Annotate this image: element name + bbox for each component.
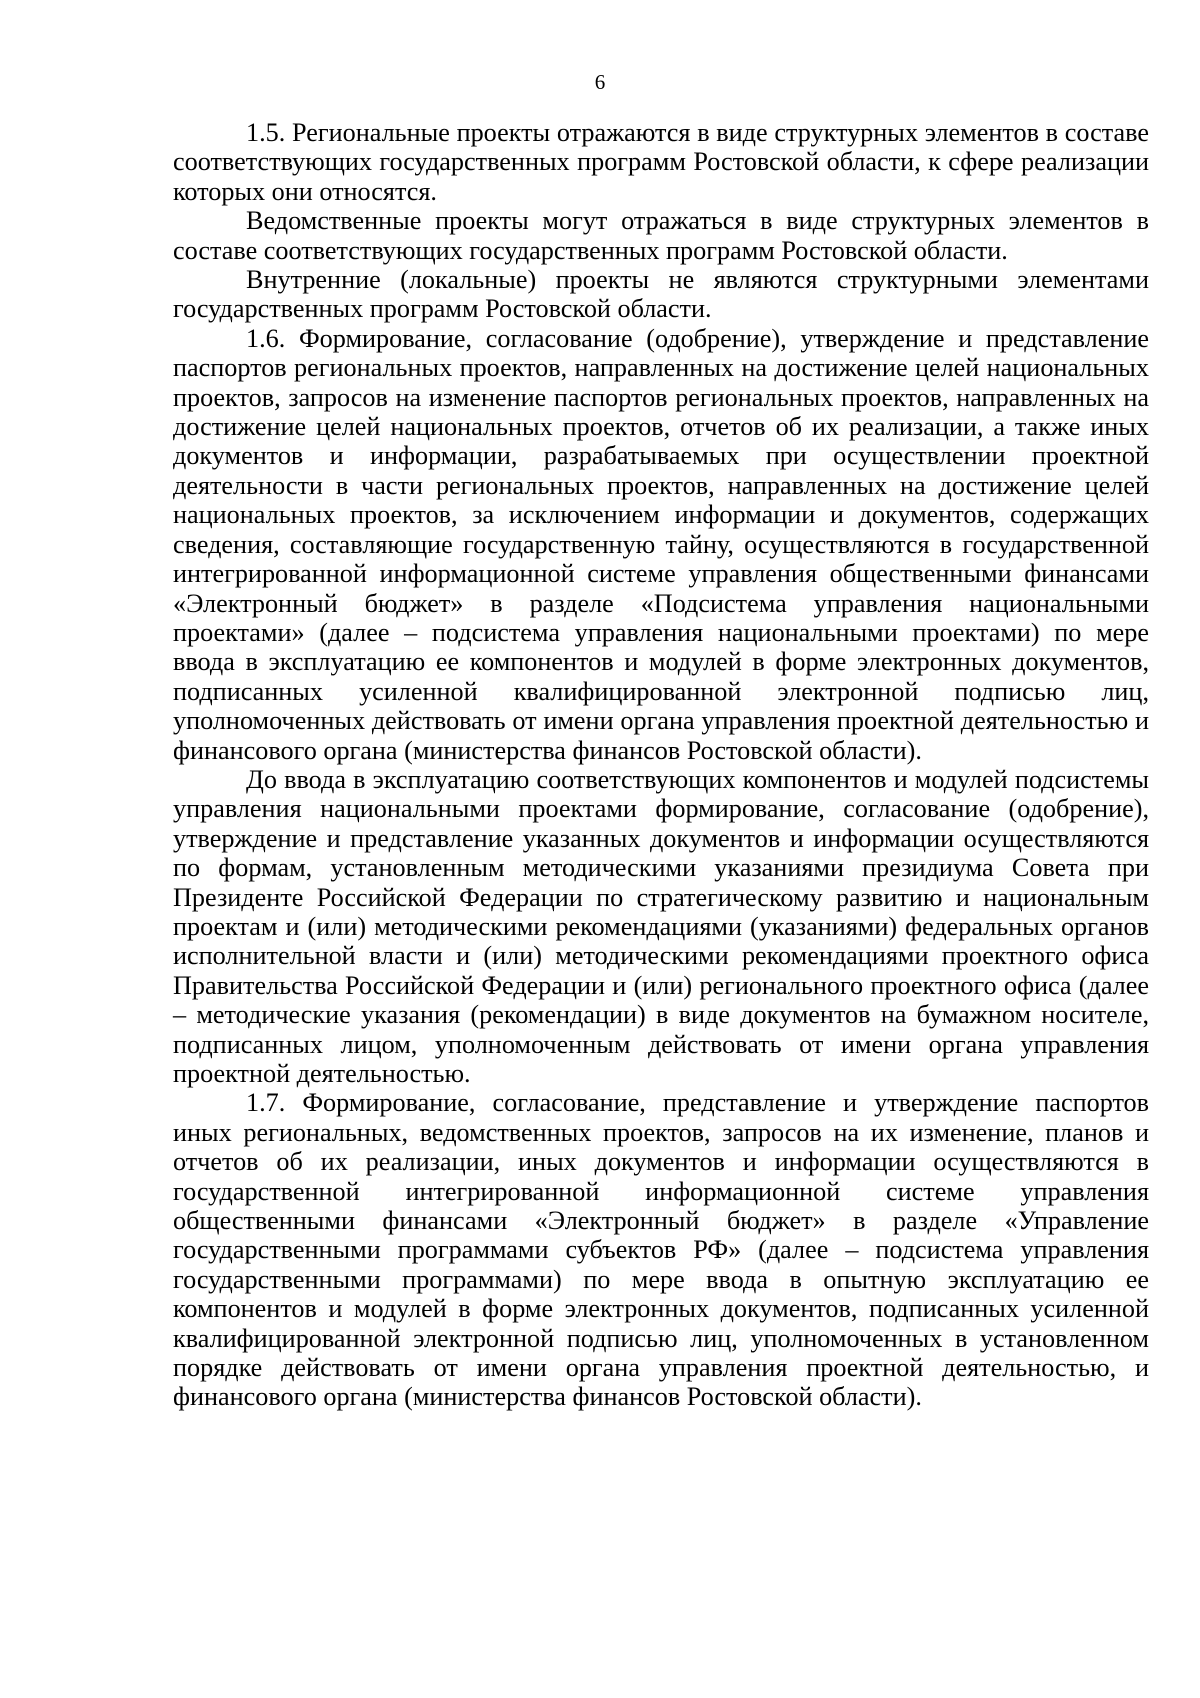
page-number: 6 <box>594 70 606 94</box>
paragraph-before-commissioning: До ввода в эксплуатацию соответствующих компонентов и модулей подсистемы управления национальными проектами формирование, согласование (одобрение), утверждение и представление указанных документов и информации осуществляются по формам, установленным методическими указаниями президиума Совета при Президенте Российской Федерации по стратегическому развитию и национальным проектам и (или) методическими рекомендациями (указаниями) федеральных органов исполнительной власти и (или) методическими рекомендациями проектного офиса Правительства Российской Федерации и (или) регионального проектного офиса (далее – методические указания (рекомендации) в виде документов на бумажном носителе, подписанных лицом, уполномоченным действовать от имени органа управления проектной деятельностью. <box>173 764 1149 1088</box>
paragraph-1-5: 1.5. Региональные проекты отражаются в виде структурных элементов в составе соответствующих государственных программ Ростовской области, к сфере реализации которых они относятся. <box>173 118 1149 206</box>
document-body <box>173 118 1149 1412</box>
paragraph-departmental-projects: Ведомственные проекты могут отражаться в виде структурных элементов в составе соответствующих государственных программ Ростовской области. <box>173 206 1149 265</box>
paragraph-internal-projects: Внутренние (локальные) проекты не являются структурными элементами государственных программ Ростовской области. <box>173 265 1149 324</box>
paragraph-1-6: 1.6. Формирование, согласование (одобрение), утверждение и представление паспортов региональных проектов, направленных на достижение целей национальных проектов, запросов на изменение паспортов региональных проектов, направленных на достижение целей национальных проектов, отчетов об их реализации, а также иных документов и информации, разрабатываемых при осуществлении проектной деятельности в части региональных проектов, направленных на достижение целей национальных проектов, за исключением информации и документов, содержащих сведения, составляющие государственную тайну, осуществляются в государственной интегрированной информационной системе управления общественными финансами «Электронный бюджет» в разделе «Подсистема управления национальными проектами» (далее – подсистема управления национальными проектами) по мере ввода в эксплуатацию ее компонентов и модулей в форме электронных документов, подписанных усиленной квалифицированной электронной подписью лиц, уполномоченных действовать от имени органа управления проектной деятельностью и финансового органа (министерства финансов Ростовской области). <box>173 323 1149 765</box>
paragraph-1-7: 1.7. Формирование, согласование, представление и утверждение паспортов иных региональных, ведомственных проектов, запросов на их изменение, планов и отчетов об их реализации, иных документов и информации осуществляются в государственной интегрированной информационной системе управления общественными финансами «Электронный бюджет» в разделе «Управление государственными программами субъектов РФ» (далее – подсистема управления государственными программами) по мере ввода в опытную эксплуатацию ее компонентов и модулей в форме электронных документов, подписанных усиленной квалифицированной электронной подписью лиц, уполномоченных в установленном порядке действовать от имени органа управления проектной деятельностью, и финансового органа (министерства финансов Ростовской области). <box>173 1088 1149 1412</box>
